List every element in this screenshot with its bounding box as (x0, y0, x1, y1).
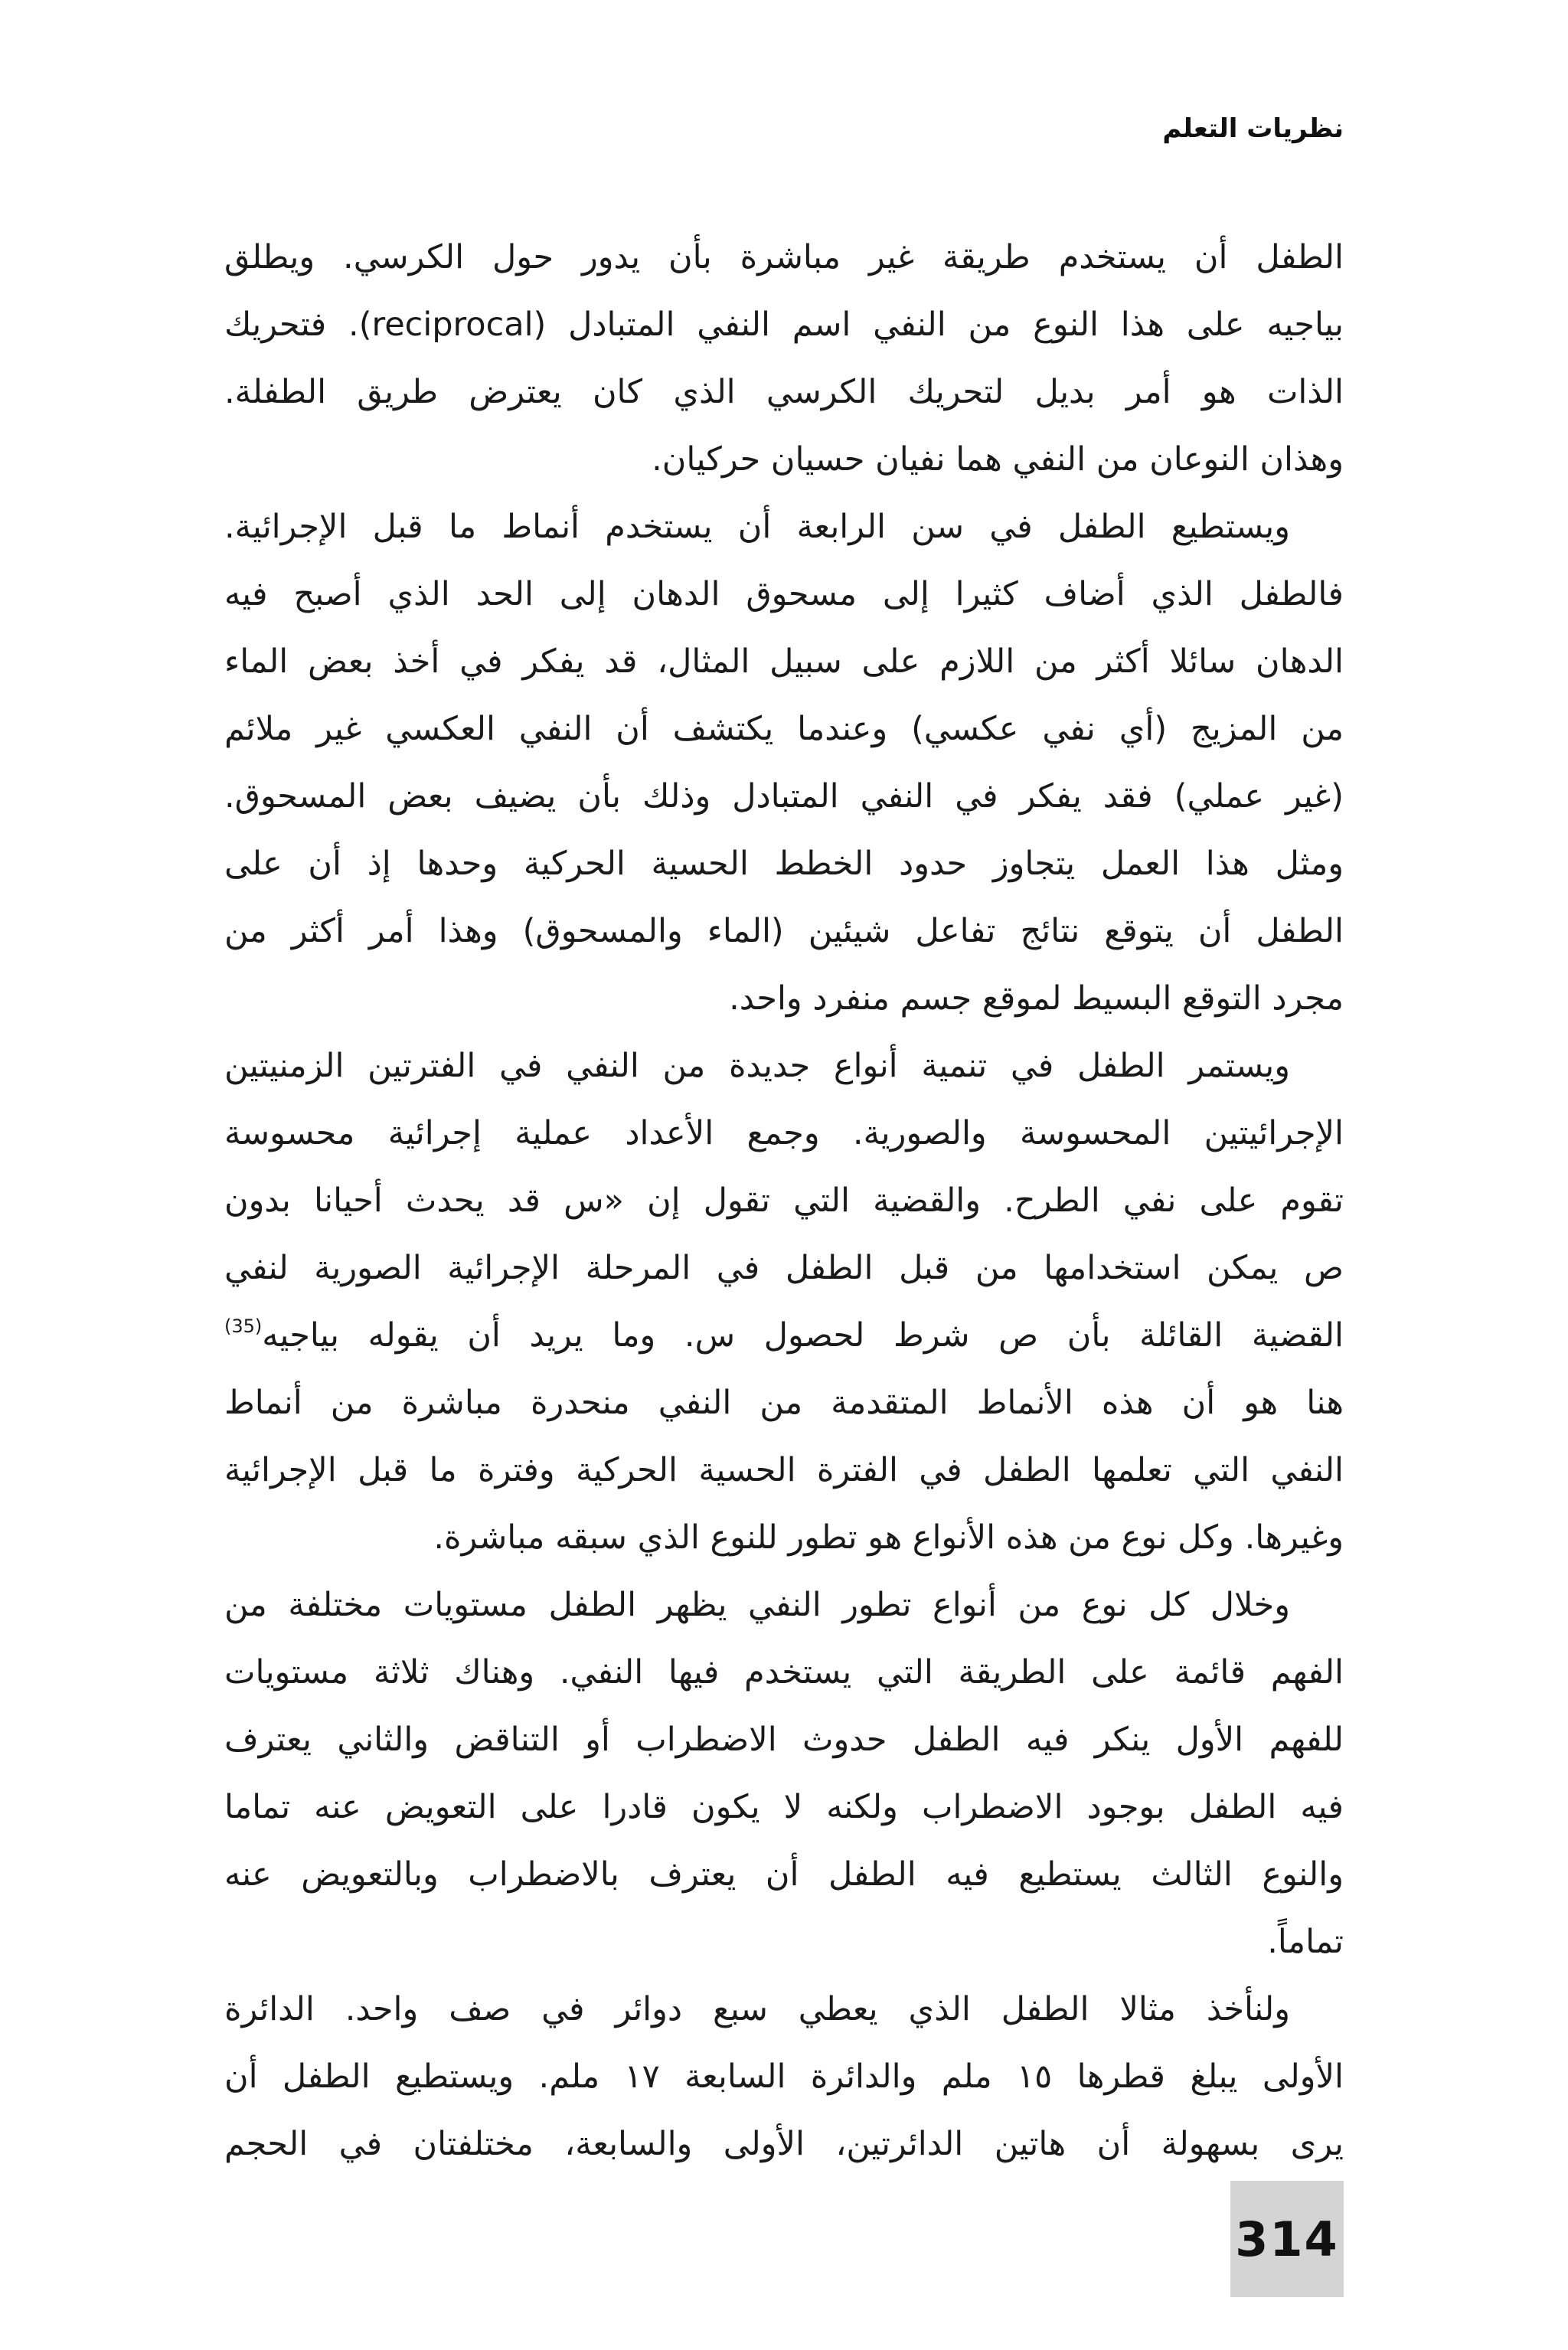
text-line: فالطفل الذي أضاف كثيرا إلى مسحوق الدهان إلى الحد الذي أصبح فيه (224, 575, 1344, 613)
running-header: نظريات التعلم (1162, 113, 1344, 144)
body-text (224, 224, 1344, 2178)
text-line: الفهم قائمة على الطريقة التي يستخدم فيها النفي. وهناك ثلاثة مستويات (224, 1653, 1344, 1691)
text-line: والنوع الثالث يستطيع فيه الطفل أن يعترف بالاضطراب وبالتعويض عنه (224, 1855, 1344, 1894)
page-number: 314 (1235, 2211, 1339, 2267)
text-line: الطفل أن يتوقع نتائج تفاعل شيئين (الماء والمسحوق) وهذا أمر أكثر من (224, 912, 1344, 950)
text-line: ص يمكن استخدامها من قبل الطفل في المرحلة الإجرائية الصورية لنفي (224, 1249, 1344, 1287)
text-line: من المزيج (أي نفي عكسي) وعندما يكتشف أن النفي العكسي غير ملائم (224, 710, 1344, 748)
paragraph (224, 1571, 1344, 1976)
text-line: (غير عملي) فقد يفكر في النفي المتبادل وذلك بأن يضيف بعض المسحوق. (224, 777, 1344, 815)
paragraph (224, 493, 1344, 1032)
text-line: فيه الطفل بوجود الاضطراب ولكنه لا يكون قادرا على التعويض عنه تماما (224, 1788, 1344, 1826)
text-segment: القضية القائلة بأن ص شرط لحصول س. وما يريد أن يقوله بياجيه (262, 1316, 1344, 1355)
text-line: وغيرها. وكل نوع من هذه الأنواع هو تطور للنوع الذي سبقه مباشرة. (433, 1518, 1344, 1557)
text-line: وهذان النوعان من النفي هما نفيان حسيان حركيان. (652, 440, 1344, 479)
paragraph (224, 1976, 1344, 2178)
text-line: ويستمر الطفل في تنمية أنواع جديدة من النفي في الفترتين الزمنيتين (224, 1047, 1290, 1085)
text-line: مجرد التوقع البسيط لموقع جسم منفرد واحد. (729, 979, 1344, 1018)
text-line: الطفل أن يستخدم طريقة غير مباشرة بأن يدور حول الكرسي. ويطلق (224, 238, 1344, 276)
text-line: ويستطيع الطفل في سن الرابعة أن يستخدم أنماط ما قبل الإجرائية. (224, 508, 1290, 546)
text-line: هنا هو أن هذه الأنماط المتقدمة من النفي منحدرة مباشرة من أنماط (224, 1384, 1344, 1422)
text-line: بياجيه على هذا النوع من النفي اسم النفي المتبادل (reciprocal). فتحريك (224, 306, 1344, 344)
text-line: يرى بسهولة أن هاتين الدائرتين، الأولى والسابعة، مختلفتان في الحجم (224, 2125, 1344, 2163)
text-line: الذات هو أمر بديل لتحريك الكرسي الذي كان يعترض طريق الطفلة. (224, 373, 1344, 411)
paragraph (224, 1032, 1344, 1571)
text-line: الإجرائيتين المحسوسة والصورية. وجمع الأعداد عملية إجرائية محسوسة (224, 1114, 1344, 1152)
text-line: للفهم الأول ينكر فيه الطفل حدوث الاضطراب أو التناقض والثاني يعترف (224, 1721, 1344, 1759)
text-line: النفي التي تعلمها الطفل في الفترة الحسية الحركية وفترة ما قبل الإجرائية (224, 1451, 1344, 1489)
text-line: وخلال كل نوع من أنواع تطور النفي يظهر الطفل مستويات مختلفة من (224, 1586, 1290, 1624)
text-line-with-footnote (224, 1302, 1344, 1369)
text-line: تقوم على نفي الطرح. والقضية التي تقول إن «س قد يحدث أحيانا بدون (224, 1182, 1344, 1220)
text-line: الدهان سائلا أكثر من اللازم على سبيل المثال، قد يفكر في أخذ بعض الماء (224, 642, 1344, 681)
text-line: ومثل هذا العمل يتجاوز حدود الخطط الحسية الحركية وحدها إذ أن على (224, 845, 1344, 883)
text-line: تماماً. (1267, 1923, 1344, 1961)
paragraph (224, 224, 1344, 493)
page-number-box (1230, 2181, 1344, 2297)
text-line: ولنأخذ مثالا الطفل الذي يعطي سبع دوائر في صف واحد. الدائرة (224, 1990, 1290, 2028)
text-line: الأولى يبلغ قطرها ١٥ ملم والدائرة السابعة ١٧ ملم. ويستطيع الطفل أن (224, 2057, 1344, 2096)
footnote-reference: (35) (224, 1316, 263, 1337)
